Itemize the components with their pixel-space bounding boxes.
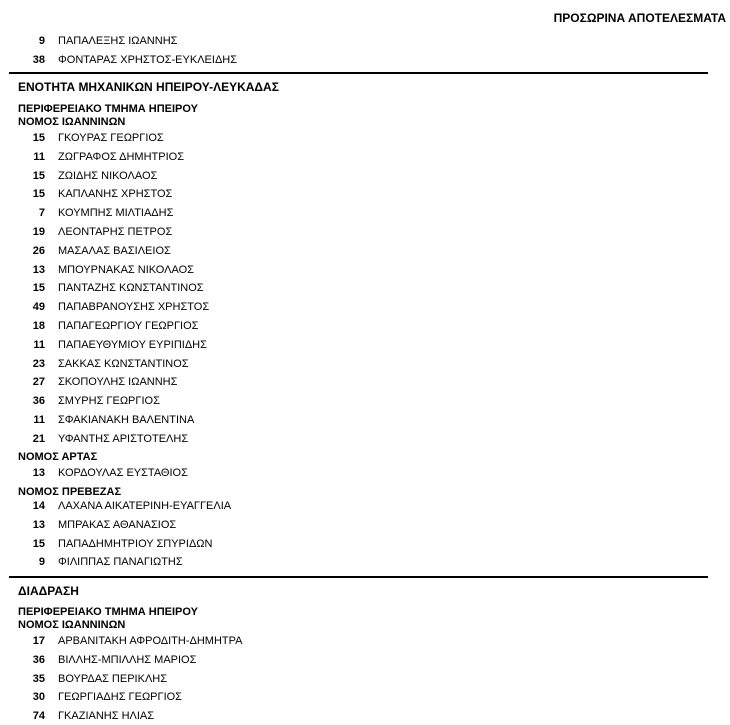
candidate-row [0,691,400,705]
candidate-row [0,433,400,447]
candidate-name: ΛΑΧΑΝΑ ΑΙΚΑΤΕΡΙΝΗ-ΕΥΑΓΓΕΛΙΑ [58,500,232,512]
candidate-row [0,301,400,315]
candidate-name: ΦΟΝΤΑΡΑΣ ΧΡΗΣΤΟΣ-ΕΥΚΛΕΙΔΗΣ [58,54,238,66]
candidate-row [0,654,400,668]
prefecture-heading: ΝΟΜΟΣ ΙΩΑΝΝΙΝΩΝ [18,116,126,128]
candidate-name: ΠΑΝΤΑΖΗΣ ΚΩΝΣΤΑΝΤΙΝΟΣ [58,282,204,295]
candidate-row [0,556,400,570]
vote-count: 15 [32,537,45,550]
prefecture-heading: ΝΟΜΟΣ ΑΡΤΑΣ [18,451,98,463]
candidate-name: ΒΟΥΡΔΑΣ ΠΕΡΙΚΛΗΣ [58,672,168,685]
candidate-row [0,358,400,372]
candidate-name: ΥΦΑΝΤΗΣ ΑΡΙΣΤΟΤΕΛΗΣ [58,432,189,445]
candidate-row [0,151,400,165]
section-title: ΔΙΑΔΡΑΣΗ [18,584,79,598]
candidate-name: ΚΟΡΔΟΥΛΑΣ ΕΥΣΤΑΘΙΟΣ [58,467,188,479]
vote-count: 19 [32,226,45,238]
candidate-name: ΜΠΡΑΚΑΣ ΑΘΑΝΑΣΙΟΣ [58,518,177,531]
candidate-row [0,188,400,202]
candidate-row [0,635,400,649]
department-heading: ΠΕΡΙΦΕΡΕΙΑΚΟ ΤΜΗΜΑ ΗΠΕΙΡΟΥ [18,606,198,618]
candidate-row [0,170,400,184]
candidate-row [0,282,400,296]
candidate-row [0,54,400,68]
candidate-row [0,226,400,240]
document-title: ΠΡΟΣΩΡΙΝΑ ΑΠΟΤΕΛΕΣΜΑΤΑ [553,11,726,25]
candidate-name: ΚΑΠΛΑΝΗΣ ΧΡΗΣΤΟΣ [58,188,173,201]
candidate-row [0,264,400,278]
vote-count: 15 [32,188,45,201]
vote-count: 13 [32,518,45,531]
candidate-name: ΓΚΟΥΡΑΣ ΓΕΩΡΓΙΟΣ [58,132,164,144]
candidate-row [0,710,400,724]
candidate-name: ΠΑΠΑΛΕΞΗΣ ΙΩΑΝΝΗΣ [58,35,178,47]
vote-count: 17 [32,635,45,647]
candidate-name: ΣΜΥΡΗΣ ΓΕΩΡΓΙΟΣ [58,395,160,408]
candidate-row [0,395,400,409]
vote-count: 27 [32,376,45,389]
candidate-row [0,320,400,334]
candidate-name: ΓΚΑΖΙΑΝΗΣ ΗΛΙΑΣ [58,710,155,723]
section-divider [9,576,708,578]
candidate-name: ΦΙΛΙΠΠΑΣ ΠΑΝΑΓΙΩΤΗΣ [58,556,183,569]
candidate-name: ΓΕΩΡΓΙΑΔΗΣ ΓΕΩΡΓΙΟΣ [58,691,182,704]
vote-count: 18 [32,320,45,332]
vote-count: 11 [33,338,45,351]
vote-count: 7 [38,207,45,220]
vote-count: 21 [32,432,45,445]
vote-count: 74 [32,710,45,723]
vote-count: 30 [32,691,45,704]
vote-count: 9 [38,35,45,47]
department-heading: ΠΕΡΙΦΕΡΕΙΑΚΟ ΤΜΗΜΑ ΗΠΕΙΡΟΥ [18,103,198,115]
candidate-name: ΠΑΠΑΓΕΩΡΓΙΟΥ ΓΕΩΡΓΙΟΣ [58,320,199,332]
candidate-row [0,538,400,552]
candidate-name: ΣΚΟΠΟΥΛΗΣ ΙΩΑΝΝΗΣ [58,376,178,389]
candidate-name: ΣΑΚΚΑΣ ΚΩΝΣΤΑΝΤΙΝΟΣ [58,357,189,370]
vote-count: 49 [32,301,45,314]
candidate-name: ΜΠΟΥΡΝΑΚΑΣ ΝΙΚΟΛΑΟΣ [58,263,194,276]
candidate-name: ΜΑΣΑΛΑΣ ΒΑΣΙΛΕΙΟΣ [58,244,171,257]
candidate-name: ΣΦΑΚΙΑΝΑΚΗ ΒΑΛΕΝΤΙΝΑ [58,414,195,426]
candidate-name: ΖΩΙΔΗΣ ΝΙΚΟΛΑΟΣ [58,169,158,182]
candidate-name: ΑΡΒΑΝΙΤΑΚΗ ΑΦΡΟΔΙΤΗ-ΔΗΜΗΤΡΑ [58,635,243,647]
candidate-row [0,376,400,390]
vote-count: 36 [32,395,45,408]
vote-count: 14 [32,500,45,512]
vote-count: 9 [38,556,45,569]
vote-count: 36 [32,653,45,666]
candidate-row [0,467,400,481]
candidate-name: ΠΑΠΑΔΗΜΗΤΡΙΟΥ ΣΠΥΡΙΔΩΝ [58,537,213,550]
candidate-name: ΒΙΛΛΗΣ-ΜΠΙΛΛΗΣ ΜΑΡΙΟΣ [58,653,197,666]
candidate-row [0,207,400,221]
vote-count: 15 [32,282,45,295]
vote-count: 26 [32,244,45,257]
candidate-name: ΖΩΓΡΑΦΟΣ ΔΗΜΗΤΡΙΟΣ [58,150,184,163]
vote-count: 15 [32,169,45,182]
candidate-name: ΚΟΥΜΠΗΣ ΜΙΛΤΙΑΔΗΣ [58,207,174,220]
candidate-row [0,132,400,146]
vote-count: 13 [32,263,45,276]
candidate-row [0,35,400,49]
vote-count: 11 [33,150,45,163]
vote-count: 11 [33,414,45,426]
prefecture-heading: ΝΟΜΟΣ ΙΩΑΝΝΙΝΩΝ [18,619,126,631]
candidate-row [0,245,400,259]
section-divider [9,72,708,74]
candidate-name: ΠΑΠΑΕΥΘΥΜΙΟΥ ΕΥΡΙΠΙΔΗΣ [58,338,207,351]
vote-count: 15 [32,132,45,144]
candidate-row [0,673,400,687]
vote-count: 38 [32,54,45,66]
section-title: ΕΝΟΤΗΤΑ ΜΗΧΑΝΙΚΩΝ ΗΠΕΙΡΟΥ-ΛΕΥΚΑΔΑΣ [18,80,279,94]
candidate-row [0,519,400,533]
candidate-row [0,339,400,353]
candidate-name: ΠΑΠΑΒΡΑΝΟΥΣΗΣ ΧΡΗΣΤΟΣ [58,301,210,314]
vote-count: 23 [32,357,45,370]
vote-count: 13 [32,467,45,479]
prefecture-heading: ΝΟΜΟΣ ΠΡΕΒΕΖΑΣ [18,486,122,498]
vote-count: 35 [32,672,45,685]
candidate-name: ΛΕΟΝΤΑΡΗΣ ΠΕΤΡΟΣ [58,226,173,238]
candidate-row [0,500,400,514]
candidate-row [0,414,400,428]
